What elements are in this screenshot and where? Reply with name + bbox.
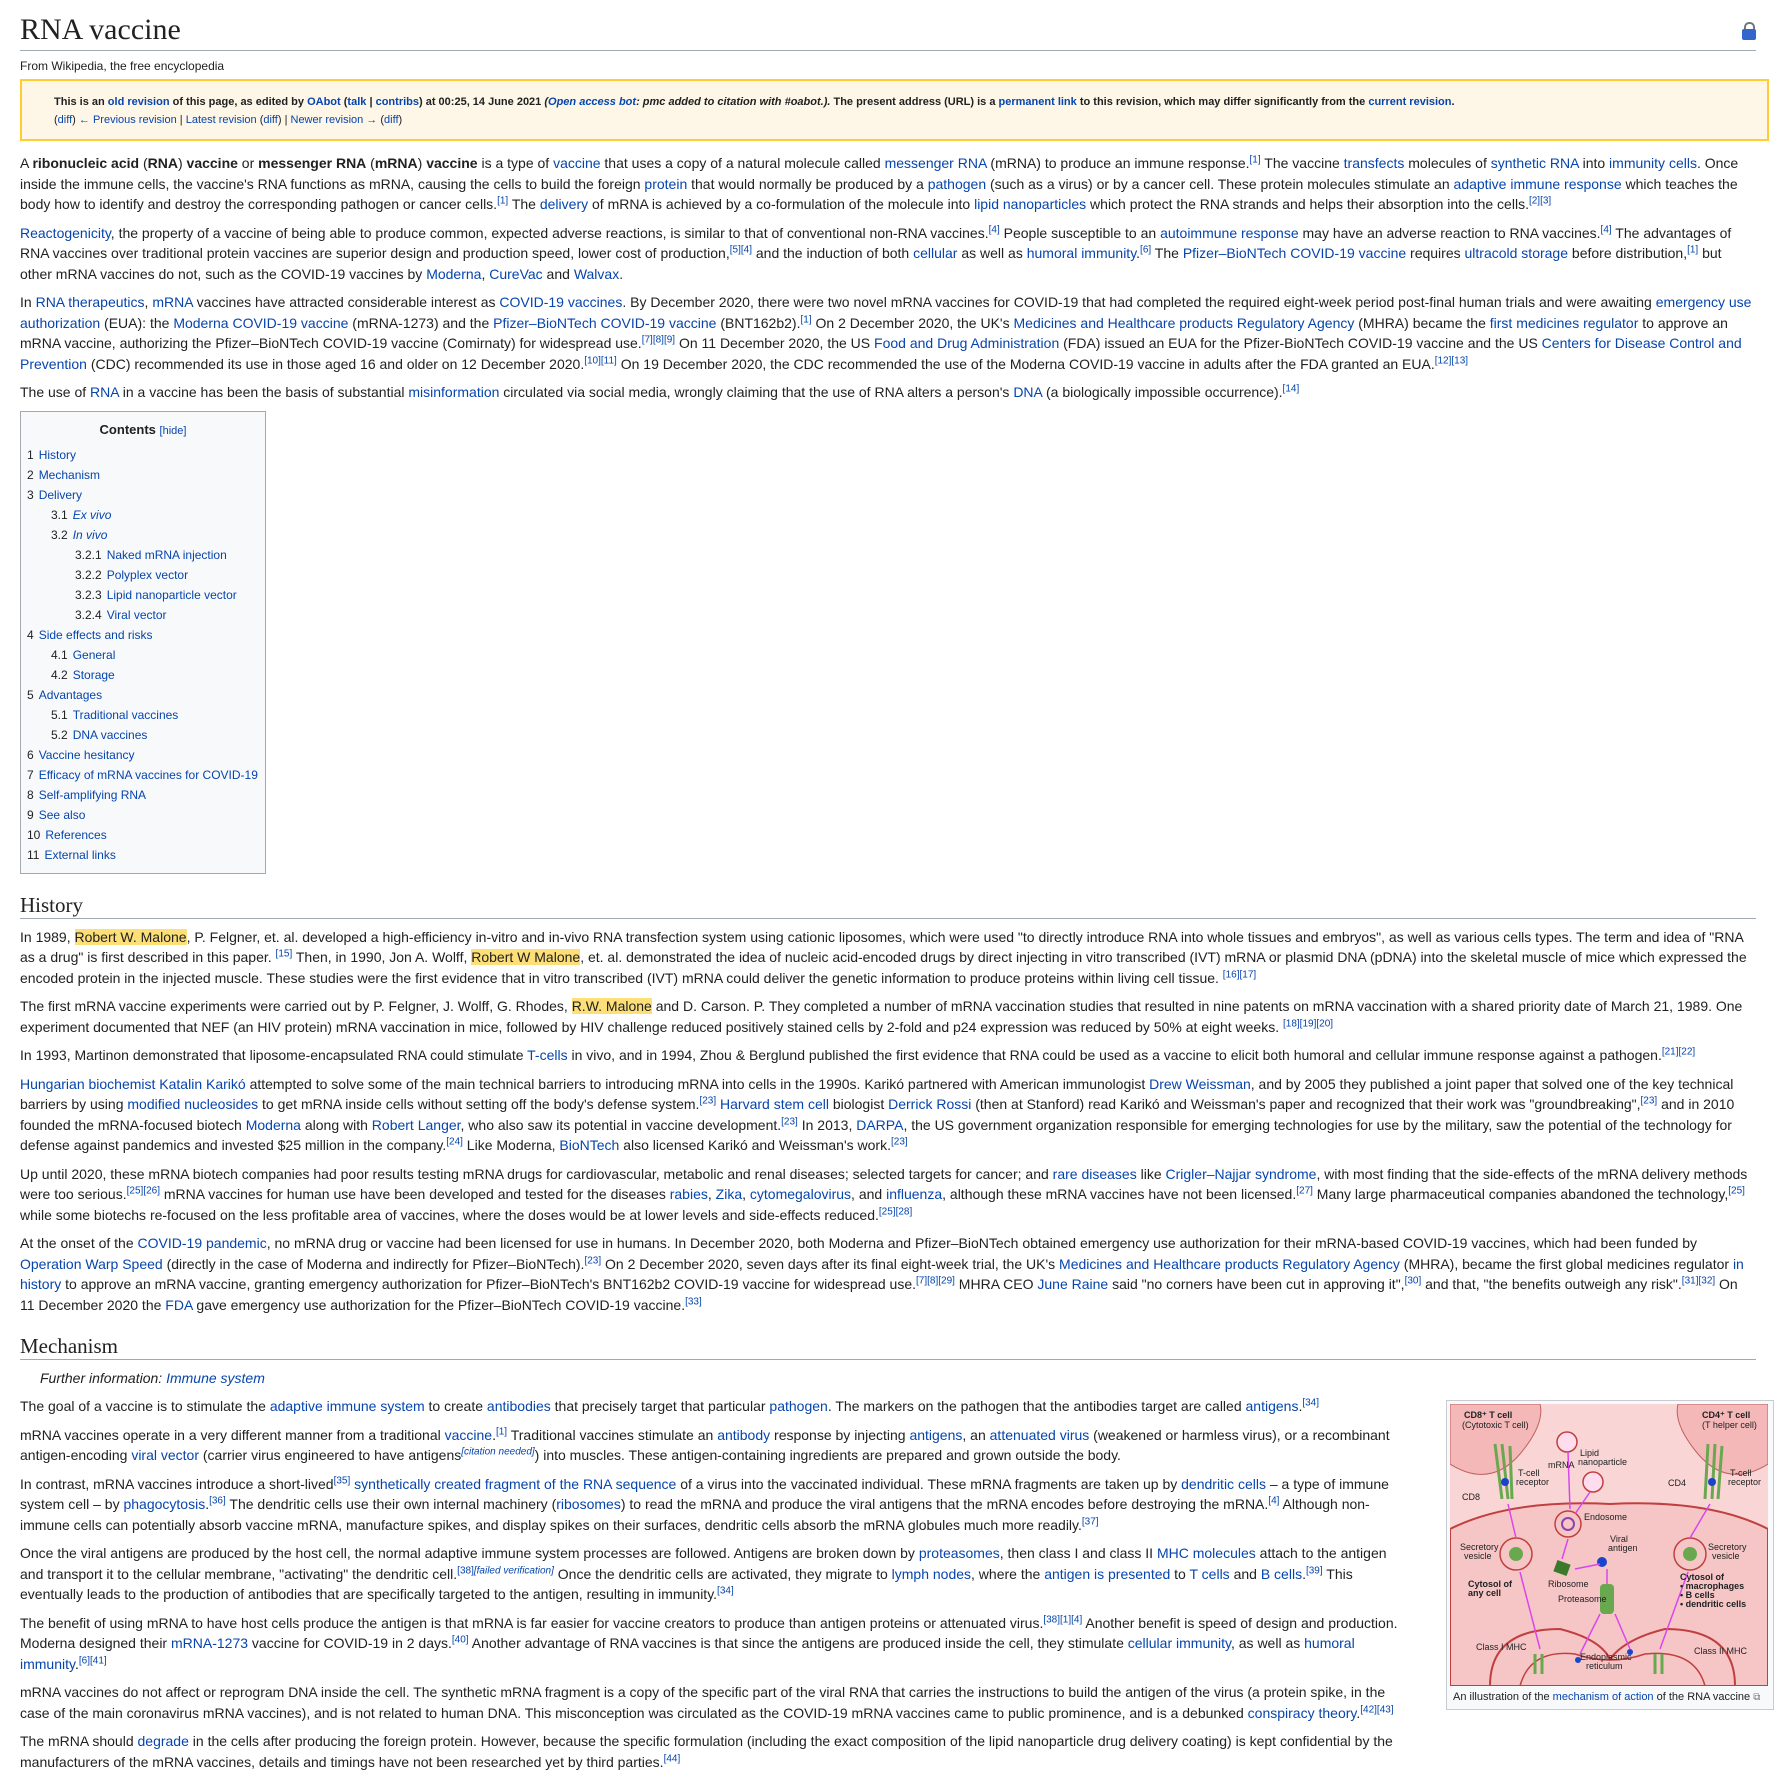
toc-link[interactable] <box>27 628 153 642</box>
section-heading-history: History <box>20 892 1756 919</box>
toc-item[interactable] <box>27 805 259 825</box>
ref[interactable]: [44] <box>663 1752 681 1764</box>
toc-item[interactable] <box>27 825 259 845</box>
toc-hide-link[interactable]: [hide] <box>159 424 187 437</box>
ref[interactable]: [21][22] <box>1661 1046 1696 1058</box>
toc-number: 11 <box>27 847 40 862</box>
link[interactable]: Moderna <box>245 1116 301 1133</box>
link[interactable]: Moderna COVID-19 vaccine <box>173 314 349 331</box>
toc-list <box>27 445 259 865</box>
mechanism-illustration[interactable] <box>1450 1404 1768 1686</box>
toc-number: 4.1 <box>51 647 68 662</box>
current-revision-link[interactable]: current revision <box>1368 96 1452 108</box>
ref[interactable]: [25][28] <box>878 1205 913 1217</box>
link[interactable]: CureVac <box>489 265 543 282</box>
ref[interactable]: [33] <box>685 1295 702 1307</box>
toc-label: Self-amplifying RNA <box>38 787 147 802</box>
previous-revision-link[interactable]: ← Previous revision <box>78 114 177 126</box>
ref[interactable]: [6][41] <box>78 1654 107 1666</box>
toc-link[interactable] <box>27 788 146 802</box>
toc-number: 5.2 <box>51 727 68 742</box>
ref[interactable]: [39] <box>1305 1564 1323 1576</box>
caption-link[interactable]: mechanism of action <box>1552 1691 1654 1703</box>
ref[interactable]: [16][17] <box>1222 968 1257 980</box>
toc-label: Naked mRNA injection <box>106 547 227 562</box>
figure-label: • B cells <box>1680 1590 1715 1600</box>
link[interactable]: antibody <box>717 1426 771 1443</box>
figure-label: Ribosome <box>1548 1579 1589 1589</box>
link[interactable]: pathogen <box>769 1398 828 1414</box>
link[interactable]: modified nucleosides <box>127 1096 259 1112</box>
toc-item[interactable] <box>27 685 259 705</box>
figure-label: T-cell <box>1730 1468 1752 1478</box>
toc-label: References <box>45 827 107 842</box>
toc-number: 1 <box>27 447 34 462</box>
ref[interactable]: [31][32] <box>1681 1275 1716 1287</box>
ref[interactable]: [25] <box>1728 1185 1745 1197</box>
figure-label: CD8 <box>1462 1492 1481 1502</box>
toc-header <box>27 422 259 437</box>
link[interactable]: mRNA <box>152 294 193 310</box>
link[interactable]: lymph nodes <box>891 1565 972 1582</box>
toc-number: 3.1 <box>51 507 68 522</box>
old-revision-link[interactable]: old revision <box>107 96 170 108</box>
toc-number: 5 <box>27 687 34 702</box>
toc-item[interactable] <box>27 565 259 585</box>
diff-link[interactable]: diff <box>57 114 73 126</box>
link[interactable]: ultracold storage <box>1464 245 1569 261</box>
ref[interactable]: [23] <box>584 1254 602 1266</box>
toc-item[interactable] <box>27 705 259 725</box>
mechanism-paragraph-6: mRNA vaccines do not affect or reprogram DNA inside the cell. The synthetic mRNA fragment is a copy of the specific part of the viral RNA that carries the instructions to build the antigen of the virus (a protein spike, in the case of the main coronavirus mRNA vaccines), and is not related to human DNA. This misconception was circulated as the COVID-19 mRNA vaccines came to public prominence, and is a debunked conspiracy theory.[42][43] <box>20 1684 1394 1721</box>
link[interactable]: autoimmune response <box>1160 224 1299 241</box>
link[interactable]: T-cells <box>527 1047 568 1063</box>
link[interactable]: in history <box>20 1255 1744 1292</box>
toc-label: Side effects and risks <box>38 627 153 642</box>
toc-item[interactable] <box>27 645 259 665</box>
link[interactable]: vaccine <box>553 155 601 171</box>
link[interactable]: adaptive immune response <box>1453 175 1622 192</box>
toc-link[interactable] <box>27 828 107 842</box>
title-row <box>20 10 1756 51</box>
ref[interactable]: [1] <box>1249 154 1261 166</box>
toc-link[interactable] <box>27 448 76 462</box>
ref[interactable]: [24] <box>446 1136 463 1148</box>
newer-revision-link[interactable]: Newer revision → <box>290 114 378 126</box>
tagline: From Wikipedia, the free encyclopedia <box>20 59 225 73</box>
toc-link[interactable] <box>75 608 167 622</box>
ref[interactable]: [18][19][20] <box>1283 1017 1334 1029</box>
toc-label: History <box>38 447 77 462</box>
ref[interactable]: [27] <box>1296 1185 1313 1197</box>
figure-label: • dendritic cells <box>1680 1599 1747 1609</box>
ref[interactable]: [15] <box>275 948 293 960</box>
figure-label: Class I MHC <box>1476 1642 1527 1652</box>
link[interactable]: viral vector <box>131 1447 199 1463</box>
ref[interactable]: [1] <box>800 313 812 325</box>
ref[interactable]: [6] <box>1140 244 1152 256</box>
figure-label: Secretory <box>1708 1542 1747 1552</box>
revision-nav: (diff) ← Previous revision | Latest revision (diff) | Newer revision → (diff) <box>54 114 403 126</box>
link[interactable]: antigens <box>1245 1398 1299 1414</box>
ref[interactable]: [42][43] <box>1360 1703 1394 1715</box>
link[interactable]: proteasomes <box>918 1545 1000 1561</box>
link[interactable]: delivery <box>539 196 589 212</box>
mechanism-paragraph-5: The benefit of using mRNA to have host cells produce the antigen is that mRNA is far easier for vaccine creators to produce than antigen proteins or attenuated virus.[38][1][4] Another benefit is speed of design and production. Moderna designed their mRNA-1273 vaccine for COVID-19 in 2 days.[40] Another advantage of RNA vaccines is that since the antigens are produced inside the cell, they stimulate cellular immunity, as well as humoral immunity.[6][41] <box>20 1613 1398 1672</box>
link[interactable]: RNA <box>90 384 119 400</box>
toc-link[interactable] <box>51 728 147 742</box>
link[interactable]: Derrick Rossi <box>888 1096 972 1112</box>
ref[interactable]: [4] <box>1600 223 1612 235</box>
figure-label: reticulum <box>1586 1661 1623 1671</box>
link[interactable]: messenger RNA <box>884 155 987 171</box>
toc-item[interactable] <box>27 445 259 465</box>
toc-label: In vivo <box>72 527 108 542</box>
toc-link[interactable] <box>27 748 135 762</box>
figure-label: CD4⁺ T cell <box>1702 1410 1751 1420</box>
old-revision-notice: This is an old revision of this page, as edited by OAbot (talk | contribs) at 00:25, 14 June 2021 (Open access bot: pmc added to citation with #oabot.). The present address (URL) is a permanent link to this revision, which may differ significantly from the current revision. (diff) ← Previous revision | Latest revision (diff) | Newer revision → (diff) <box>20 79 1769 141</box>
ref[interactable]: [1] <box>497 195 509 207</box>
ref[interactable]: [7][8][9] <box>641 334 676 346</box>
page-title: RNA vaccine <box>20 13 181 46</box>
link[interactable]: RNA therapeutics <box>35 294 145 310</box>
lock-icon[interactable] <box>1742 22 1756 40</box>
figure-label: any cell <box>1468 1588 1502 1598</box>
history-paragraph-2: The first mRNA vaccine experiments were carried out by P. Felgner, J. Wolff, G. Rhodes, R.W. Malone and D. Carson. P. They completed a number of mRNA vaccination studies that resulted in nine patents on mRNA vaccination with a shared priority date of March 21, 1989. One experiment documented that NEF (an HIV protein) mRNA vaccination in mice, followed by HIV challenge reduced positively stained cells by 2-fold and p24 expression was reduced by 50% at eight weeks. [18][19][20] <box>20 998 1743 1035</box>
toc-item[interactable] <box>27 485 259 505</box>
link[interactable]: rabies <box>669 1186 708 1202</box>
toc-item[interactable] <box>27 725 259 745</box>
ref[interactable]: [25][26] <box>126 1185 160 1197</box>
link[interactable]: immunity cells <box>1609 155 1697 171</box>
toc-link[interactable] <box>51 528 107 542</box>
history-paragraph-3: In 1993, Martinon demonstrated that liposome-encapsulated RNA could stimulate T-cells in vivo, and in 1994, Zhou & Berglund published the first evidence that RNA could be used as a vaccine to elicit both humoral and cellular immune response against a pathogen.[21][22] <box>20 1046 1696 1063</box>
link[interactable]: mRNA-1273 <box>171 1635 249 1651</box>
toc-label: Polyplex vector <box>106 567 189 582</box>
link[interactable]: protein <box>644 175 688 192</box>
link[interactable]: Moderna <box>426 265 482 282</box>
toc-link[interactable] <box>27 488 82 502</box>
highlight: Robert W. Malone <box>74 928 187 945</box>
ref[interactable]: [37] <box>1081 1515 1099 1527</box>
toc-label: Delivery <box>38 487 83 502</box>
ref[interactable]: [23] <box>699 1095 717 1107</box>
failed-verification-link[interactable]: [failed verification] <box>473 1564 554 1576</box>
toc-label: DNA vaccines <box>72 727 148 742</box>
link[interactable]: Drew Weissman <box>1149 1075 1251 1092</box>
user-link[interactable]: OAbot <box>307 96 341 108</box>
link[interactable]: synthetically created fragment of the RNA sequence <box>354 1475 677 1492</box>
toc-link[interactable] <box>51 708 178 722</box>
ref[interactable]: [38][1][4] <box>1043 1613 1083 1625</box>
link[interactable]: Hungarian biochemist Katalin Karikó <box>20 1075 246 1092</box>
link[interactable]: phagocytosis <box>123 1496 206 1512</box>
link[interactable]: degrade <box>137 1733 189 1749</box>
ref[interactable]: [40] <box>451 1634 469 1646</box>
ref[interactable]: [7][8][29] <box>916 1275 955 1287</box>
toc-number: 3.2 <box>51 527 68 542</box>
hatnote: Further information: Immune system <box>40 1370 265 1386</box>
toc-number: 3 <box>27 487 34 502</box>
link[interactable]: ribosomes <box>556 1496 621 1512</box>
link[interactable]: influenza <box>886 1186 943 1202</box>
link[interactable]: humoral immunity <box>20 1635 1355 1672</box>
toc-number: 6 <box>27 747 34 762</box>
link[interactable]: adaptive immune system <box>269 1398 425 1414</box>
link[interactable]: Centers for Disease Control and Prevention <box>20 335 1742 372</box>
toc-number: 10 <box>27 827 41 842</box>
toc-number: 3.2.1 <box>75 547 102 562</box>
link[interactable]: antibodies <box>486 1398 551 1414</box>
figure-label: Secretory <box>1460 1542 1499 1552</box>
toc-number: 3.2.4 <box>75 607 102 622</box>
ref[interactable]: [36] <box>209 1495 226 1507</box>
link[interactable]: COVID-19 pandemic <box>137 1235 267 1251</box>
toc-item[interactable] <box>27 505 259 525</box>
figure-label: Cytosol of <box>1468 1579 1512 1589</box>
toc-item[interactable] <box>27 465 259 485</box>
mechanism-paragraph-2: mRNA vaccines operate in a very different manner from a traditional vaccine.[1] Traditional vaccines stimulate an antibody response by injecting antigens, an attenuated virus (weakened or harmless virus), or a recombinant antigen-encoding viral vector (carrier virus engineered to have antigens[citation needed]) into muscles. These antigen-containing ingredients are prepared and grown outside the body. <box>20 1425 1390 1463</box>
toc-title: Contents <box>99 421 156 437</box>
link[interactable]: synthetic RNA <box>1490 155 1579 171</box>
history-paragraph-1: In 1989, Robert W. Malone, P. Felgner, et. al. developed a high-efficiency in-vitro and in-vivo RNA transfection system using cationic liposomes, which were used "to directly introduce RNA into whole tissues and embryos", as well as various cells types. The term and idea of "RNA as a drug" is first described in this paper. [15] Then, in 1990, Jon A. Wolff, Robert W Malone, et. al. demonstrated the idea of nucleic acid-encoded drugs by direct injecting in vitro transcribed (IVT) mRNA or plasmid DNA (pDNA) into the skeletal muscle of mice which expressed the encoded protein in the injected muscle. These studies were the first evidence that in vitro transcribed (IVT) mRNA could deliver the genetic information to produce proteins within living cell tissue. [16][17] <box>20 928 1747 986</box>
link[interactable]: FDA <box>165 1296 193 1313</box>
figure-label: nanoparticle <box>1578 1457 1628 1467</box>
toc-label: Storage <box>72 667 115 682</box>
ref[interactable]: [1] <box>495 1425 508 1437</box>
figure-caption: An illustration of the mechanism of action of the RNA vaccine ⧉ <box>1453 1691 1761 1703</box>
toc-link[interactable] <box>27 768 258 782</box>
link[interactable]: Harvard stem cell <box>720 1096 829 1112</box>
link[interactable]: dendritic cells <box>1181 1475 1266 1492</box>
link[interactable]: DARPA <box>856 1116 904 1133</box>
latest-revision-link[interactable]: Latest revision <box>185 114 257 126</box>
contribs-link[interactable]: contribs <box>375 96 419 108</box>
toc-number: 2 <box>27 467 34 482</box>
ref[interactable]: [2][3] <box>1528 195 1552 207</box>
link[interactable]: emergency use authorization <box>20 294 1752 331</box>
ref[interactable]: [23] <box>890 1136 908 1148</box>
figure-label: • macrophages <box>1680 1581 1745 1591</box>
link[interactable]: T cells <box>1189 1565 1230 1582</box>
ref[interactable]: [23] <box>781 1115 798 1127</box>
link[interactable]: COVID-19 vaccines <box>499 294 623 310</box>
figure-label: vesicle <box>1712 1551 1740 1561</box>
lead-paragraph-4: The use of RNA in a vaccine has been the basis of substantial misinformation circulated via social media, wrongly claiming that the use of RNA alters a person's DNA (a biologically impossible occurrence).[14] <box>20 383 1300 400</box>
toc-label: Ex vivo <box>72 507 112 522</box>
toc-label: See also <box>38 807 86 822</box>
ref[interactable]: [35] <box>333 1474 351 1486</box>
figure-label: Lipid <box>1580 1448 1600 1458</box>
link[interactable]: Medicines and Healthcare products Regulatory Agency <box>1013 314 1355 331</box>
link[interactable]: antigens <box>909 1426 963 1443</box>
link[interactable]: transfects <box>1343 155 1405 171</box>
link[interactable]: MHC molecules <box>1156 1545 1256 1561</box>
toc-label: Mechanism <box>38 467 101 482</box>
open-access-bot-link[interactable]: Open access bot <box>548 96 637 108</box>
toc-label: Advantages <box>38 687 103 702</box>
figure-label: Viral <box>1610 1534 1628 1544</box>
permanent-link[interactable]: permanent link <box>998 96 1077 108</box>
toc-link[interactable] <box>51 648 115 662</box>
figure-label: T-cell <box>1518 1468 1540 1478</box>
lead-paragraph-1: A ribonucleic acid (RNA) vaccine or messenger RNA (mRNA) vaccine is a type of vaccine that uses a copy of a natural molecule called messenger RNA (mRNA) to produce an immune response.[1] The vaccine transfects molecules of synthetic RNA into immunity cells. Once inside the immune cells, the vaccine's RNA functions as mRNA, causing the cells to build the foreign protein that would normally be produced by a pathogen (such as a virus) or by a cancer cell. These protein molecules stimulate an adaptive immune response which teaches the body how to identify and destroy the corresponding pathogen or cancer cells.[1] The delivery of mRNA is achieved by a co-formulation of the molecule into lipid nanoparticles which protect the RNA strands and helps their absorption into the cells.[2][3] <box>20 154 1739 212</box>
link[interactable]: humoral immunity <box>1026 245 1137 261</box>
mechanism-body <box>20 1396 1774 1772</box>
ref[interactable]: [4] <box>988 223 1000 235</box>
toc-item[interactable] <box>27 525 259 545</box>
link[interactable]: Zika <box>715 1186 743 1202</box>
toc-number: 8 <box>27 787 34 802</box>
toc-label: Lipid nanoparticle vector <box>106 587 237 602</box>
link[interactable]: cellular <box>913 245 958 261</box>
mechanism-paragraph-1: The goal of a vaccine is to stimulate the adaptive immune system to create antibodies that precisely target that particular pathogen. The markers on the pathogen that the antibodies target are called antigens.[34] <box>20 1397 1320 1414</box>
toc-number: 3.2.2 <box>75 567 102 582</box>
history-paragraph-6: At the onset of the COVID-19 pandemic, no mRNA drug or vaccine had been licensed for use in humans. In December 2020, both Moderna and Pfizer–BioNTech obtained emergency use authorization for their mRNA-based COVID-19 vaccines, which had been funded by Operation Warp Speed (directly in the case of Moderna and indirectly for Pfizer–BioNTech).[23] On 2 December 2020, seven days after its final eight-week trial, the UK's Medicines and Healthcare products Regulatory Agency (MHRA), became the first global medicines regulator in history to approve an mRNA vaccine, granting emergency authorization for Pfizer–BioNTech's BNT162b2 COVID-19 vaccine for widespread use.[7][8][29] MHRA CEO June Raine said "no corners have been cut in approving it",[30] and that, "the benefits outweigh any risk".[31][32] On 11 December 2020 the FDA gave emergency use authorization for the Pfizer–BioNTech COVID-19 vaccine.[33] <box>20 1235 1744 1313</box>
ref[interactable]: [10][11] <box>584 354 617 366</box>
toc-item[interactable] <box>27 765 259 785</box>
ref[interactable]: [30] <box>1404 1275 1422 1287</box>
figure-label: antigen <box>1608 1543 1638 1553</box>
figure-label: vesicle <box>1464 1551 1492 1561</box>
link[interactable]: Reactogenicity <box>20 224 111 241</box>
link[interactable]: lipid nanoparticles <box>974 196 1087 212</box>
figure-label: mRNA <box>1548 1460 1575 1470</box>
link[interactable]: June Raine <box>1037 1276 1109 1292</box>
figure-label: CD4 <box>1668 1478 1687 1488</box>
toc-link[interactable] <box>27 808 85 822</box>
toc-link[interactable] <box>51 508 111 522</box>
link[interactable]: conspiracy theory <box>1247 1704 1357 1721</box>
mechanism-paragraph-3: In contrast, mRNA vaccines introduce a short-lived[35] synthetically created fragment of the RNA sequence of a virus into the vaccinated individual. These mRNA fragments are taken up by dendritic cells – a type of immune system cell – by phagocytosis.[36] The dendritic cells use their own internal machinery (ribosomes) to read the mRNA and produce the viral antigens that the mRNA encodes before destroying the mRNA.[4] Although non-immune cells can potentially absorb vaccine mRNA, manufacture spikes, and display spikes on their surfaces, dendritic cells absorb the mRNA globules much more readily.[37] <box>20 1474 1389 1533</box>
figure-label: (T helper cell) <box>1702 1420 1757 1430</box>
figure-label: receptor <box>1516 1477 1550 1487</box>
toc-item[interactable] <box>27 845 259 865</box>
toc-number: 4 <box>27 627 34 642</box>
link[interactable]: cytomegalovirus <box>749 1186 852 1202</box>
toc-number: 5.1 <box>51 707 68 722</box>
toc-number: 3.2.3 <box>75 587 102 602</box>
figure-label: receptor <box>1728 1477 1762 1487</box>
highlight: R.W. Malone <box>571 998 652 1014</box>
ref[interactable]: [14] <box>1282 383 1300 395</box>
figure-label: CD8⁺ T cell <box>1464 1410 1513 1420</box>
ref[interactable]: [1] <box>1687 244 1699 256</box>
figure-label: (Cytotoxic T cell) <box>1462 1420 1529 1430</box>
lead-paragraph-2: Reactogenicity, the property of a vaccine of being able to produce common, expected adverse reactions, is similar to that of conventional non-RNA vaccines.[4] People susceptible to an autoimmune response may have an adverse reaction to RNA vaccines.[4] The advantages of RNA vaccines over traditional protein vaccines are superior design and production speed, lower cost of production,[5][4] and the induction of both cellular as well as humoral immunity.[6] The Pfizer–BioNTech COVID-19 vaccine requires ultracold storage before distribution,[1] but other mRNA vaccines do not, such as the COVID-19 vaccines by Moderna, CureVac and Walvax. <box>20 223 1732 282</box>
highlight: Robert W Malone <box>471 949 581 965</box>
toc-item[interactable] <box>27 625 259 645</box>
figure-label: Cytosol of <box>1680 1572 1724 1582</box>
toc-item[interactable] <box>27 545 259 565</box>
ref[interactable]: [34] <box>717 1585 734 1597</box>
figure-label: Proteasome <box>1558 1594 1607 1604</box>
enlarge-icon[interactable]: ⧉ <box>1753 1692 1761 1703</box>
link[interactable]: cellular immunity <box>1127 1635 1231 1651</box>
link[interactable]: Operation Warp Speed <box>20 1255 163 1272</box>
ref[interactable]: [5][4] <box>729 244 752 256</box>
figure-label: Endosome <box>1584 1512 1628 1522</box>
link[interactable]: antigen is presented <box>1044 1565 1171 1582</box>
toc-item[interactable] <box>27 585 259 605</box>
link[interactable]: Crigler–Najjar syndrome <box>1165 1165 1317 1182</box>
ref[interactable]: [4] <box>1268 1495 1280 1507</box>
citation-needed-link[interactable]: [citation needed] <box>461 1446 535 1458</box>
ref[interactable]: [23] <box>1640 1095 1658 1107</box>
link[interactable]: Food and Drug Administration <box>874 335 1060 351</box>
mechanism-figure <box>1446 1400 1774 1710</box>
link[interactable]: first medicines regulator <box>1489 314 1639 331</box>
toc-label: Traditional vaccines <box>72 707 179 722</box>
toc-item[interactable] <box>27 745 259 765</box>
toc-item[interactable] <box>27 785 259 805</box>
mechanism-paragraph-4: Once the viral antigens are produced by the host cell, the normal adaptive immune system processes are followed. Antigens are broken down by proteasomes, then class I and class II MHC molecules attach to the antigen and transport it to the cellular membrane, "activating" the dendritic cell.[38][failed verification] Once the dendritic cells are activated, they migrate to lymph nodes, where the antigen is presented to T cells and B cells.[39] This eventually leads to the production of antibodies that are specifically targeted to the antigen, resulting in immunity.[34] <box>20 1545 1387 1602</box>
link[interactable]: pathogen <box>927 175 987 192</box>
history-paragraph-4: Hungarian biochemist Katalin Karikó attempted to solve some of the main technical barriers to introducing mRNA into cells in the 1990s. Karikó partnered with American immunologist Drew Weissman, and by 2005 they published a joint paper that solved one of the key technical barriers by using modified nucleosides to get mRNA inside cells without setting off the body's defense system.[23] Harvard stem cell biologist Derrick Rossi (then at Stanford) read Karikó and Weissman's paper and recognized that their work was "groundbreaking",[23] and in 2010 founded the mRNA-focused biotech Moderna along with Robert Langer, who also saw its potential in vaccine development.[23] In 2013, DARPA, the US government organization responsible for emerging technologies for use by the military, saw the potential of the technology for defense against pandemics and invested $25 million in the company.[24] Like Moderna, BioNTech also licensed Karikó and Weissman's work.[23] <box>20 1075 1735 1153</box>
diff-link-3[interactable]: diff <box>384 114 399 126</box>
ref[interactable]: [34] <box>1302 1397 1320 1409</box>
figure-label: Class II MHC <box>1694 1646 1748 1656</box>
ref[interactable]: [12][13] <box>1434 354 1469 366</box>
toc-link[interactable] <box>75 568 188 582</box>
figure-label: Endoplasmic <box>1580 1652 1632 1662</box>
hatnote-link[interactable]: Immune system <box>166 1370 265 1386</box>
link[interactable]: BioNTech <box>559 1137 620 1153</box>
toc-item[interactable] <box>27 665 259 685</box>
toc-link[interactable] <box>75 588 237 602</box>
toc-label: Viral vector <box>106 607 167 622</box>
toc-number: 9 <box>27 807 34 822</box>
table-of-contents <box>20 411 266 874</box>
toc-number: 4.2 <box>51 667 68 682</box>
toc-label: Efficacy of mRNA vaccines for COVID-19 <box>38 767 258 782</box>
toc-label: General <box>72 647 116 662</box>
link[interactable]: rare diseases <box>1052 1165 1137 1182</box>
diff-link-2[interactable]: diff <box>263 114 278 126</box>
link[interactable]: Robert Langer <box>371 1116 461 1133</box>
toc-number: 7 <box>27 767 34 782</box>
toc-link[interactable] <box>51 668 115 682</box>
toc-label: Vaccine hesitancy <box>38 747 135 762</box>
link[interactable]: vaccine <box>444 1426 493 1443</box>
link[interactable]: attenuated virus <box>989 1426 1090 1443</box>
talk-link[interactable]: talk <box>347 96 367 108</box>
link[interactable]: Walvax <box>573 265 620 282</box>
link[interactable]: Medicines and Healthcare products Regulatory Agency <box>1059 1255 1400 1272</box>
link[interactable]: DNA <box>1013 384 1043 400</box>
link[interactable]: misinformation <box>408 384 500 400</box>
section-heading-mechanism: Mechanism <box>20 1333 1756 1360</box>
toc-link[interactable] <box>75 548 227 562</box>
link[interactable]: Pfizer–BioNTech COVID-19 vaccine <box>493 314 717 331</box>
toc-link[interactable] <box>27 848 116 862</box>
link[interactable]: Pfizer–BioNTech COVID-19 vaccine <box>1182 245 1407 261</box>
mechanism-paragraph-7: The mRNA should degrade in the cells after producing the foreign protein. However, because the specific formulation (including the exact composition of the lipid nanoparticle drug delivery coating) is kept confidential by the manufacturers of the mRNA vaccines, details and timings have not been researched yet by third parties.[44] <box>20 1733 1393 1770</box>
ref[interactable]: [38] <box>457 1564 474 1576</box>
lead-paragraph-3: In RNA therapeutics, mRNA vaccines have attracted considerable interest as COVID-19 vaccines. By December 2020, there were two novel mRNA vaccines for COVID-19 that had completed the required eight-week period post-final human trials and were awaiting emergency use authorization (EUA): the Moderna COVID-19 vaccine (mRNA-1273) and the Pfizer–BioNTech COVID-19 vaccine (BNT162b2).[1] On 2 December 2020, the UK's Medicines and Healthcare products Regulatory Agency (MHRA) became the first medicines regulator to approve an mRNA vaccine, authorizing the Pfizer–BioNTech COVID-19 vaccine (Comirnaty) for widespread use.[7][8][9] On 11 December 2020, the US Food and Drug Administration (FDA) issued an EUA for the Pfizer-BioNTech COVID-19 vaccine and the US Centers for Disease Control and Prevention (CDC) recommended its use in those aged 16 and older on 12 December 2020.[10][11] On 19 December 2020, the CDC recommended the use of the Moderna COVID-19 vaccine in adults after the FDA granted an EUA.[12][13] <box>20 294 1752 372</box>
history-paragraph-5: Up until 2020, these mRNA biotech companies had poor results testing mRNA drugs for cardiovascular, metabolic and renal diseases; selected targets for cancer; and rare diseases like Crigler–Najjar syndrome, with most finding that the side-effects of the mRNA delivery methods were too serious.[25][26] mRNA vaccines for human use have been developed and tested for the diseases rabies, Zika, cytomegalovirus, and influenza, although these mRNA vaccines have not been licensed.[27] Many large pharmaceutical companies abandoned the technology,[25] while some biotechs re-focused on the less profitable area of vaccines, where the doses would be at lower levels and side-effects reduced.[25][28] <box>20 1165 1748 1223</box>
toc-link[interactable] <box>27 468 100 482</box>
toc-item[interactable] <box>27 605 259 625</box>
toc-label: External links <box>44 847 116 862</box>
toc-link[interactable] <box>27 688 102 702</box>
link[interactable]: B cells <box>1260 1565 1303 1582</box>
